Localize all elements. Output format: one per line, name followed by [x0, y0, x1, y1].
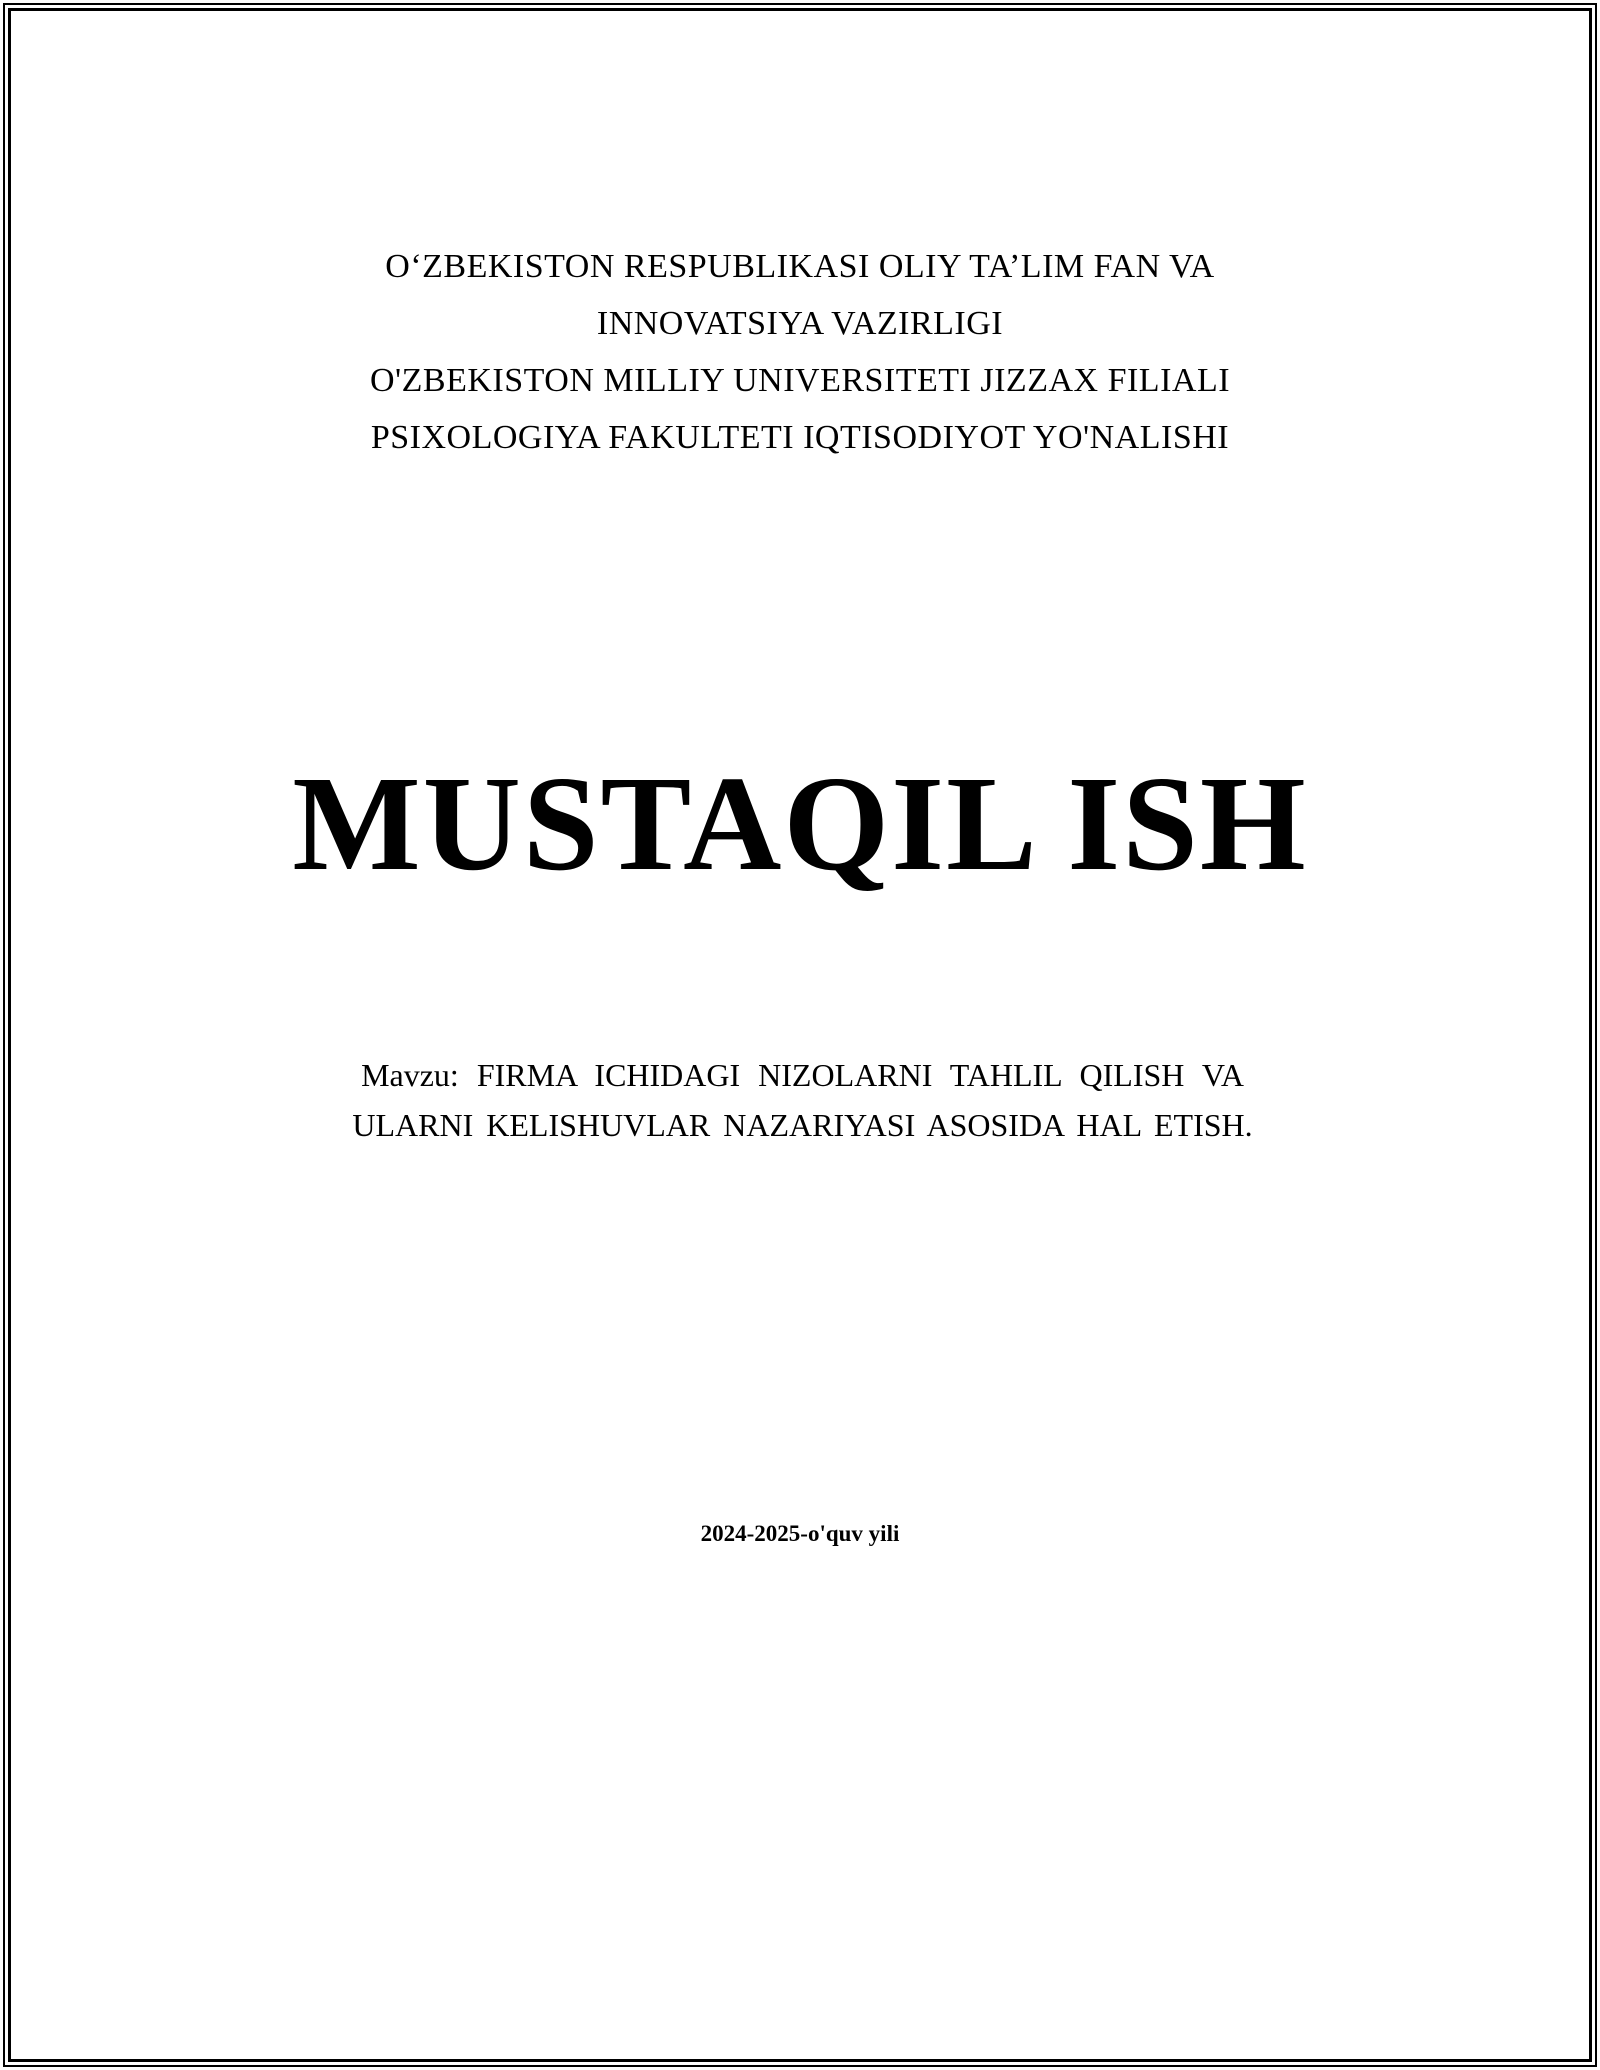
header-line-ministry-2: INNOVATSIYA VAZIRLIGI: [596, 305, 1004, 342]
header-line-university: O'ZBEKISTON MILLIY UNIVERSITETI JIZZAX FILIALI: [369, 362, 1231, 399]
header-line-faculty: PSIXOLOGIYA FAKULTETI IQTISODIYOT YO'NALISHI: [370, 419, 1230, 456]
document-page: [11, 11, 1589, 2059]
topic-line-2: ULARNI KELISHUVLAR NAZARIYASI ASOSIDA HAL ETISH.: [352, 1107, 1253, 1143]
header-line-ministry-1: O‘ZBEKISTON RESPUBLIKASI OLIY TA’LIM FAN VA: [385, 248, 1215, 285]
document-title: MUSTAQIL ISH: [292, 749, 1308, 899]
institution-header: [11, 238, 1589, 466]
academic-year: 2024-2025-o'quv yili: [700, 1521, 900, 1546]
topic-statement: [295, 1050, 1310, 1150]
topic-line-1: Mavzu: FIRMA ICHIDAGI NIZOLARNI TAHLIL QILISH VA: [361, 1057, 1244, 1093]
